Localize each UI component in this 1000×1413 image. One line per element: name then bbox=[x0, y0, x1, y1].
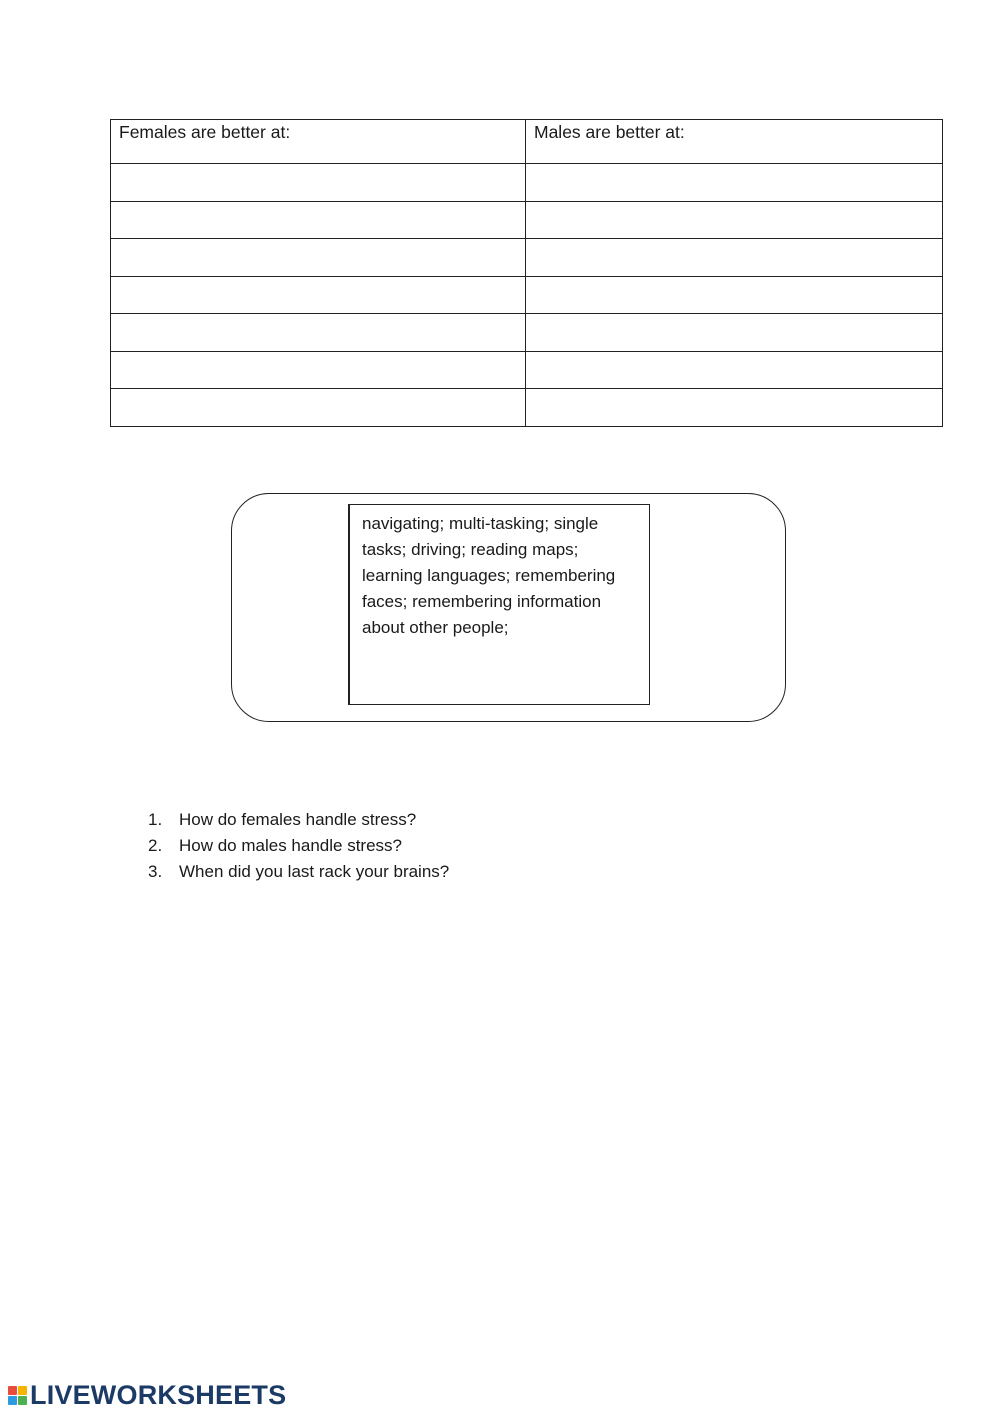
logo-square-icon bbox=[8, 1396, 17, 1405]
females-answer-cell[interactable] bbox=[111, 314, 526, 352]
question-item bbox=[148, 807, 449, 833]
logo-square-icon bbox=[8, 1386, 17, 1395]
liveworksheets-logo-icon bbox=[8, 1386, 27, 1405]
answer-table bbox=[110, 119, 943, 427]
question-number: 2. bbox=[148, 836, 163, 855]
word-bank-text: navigating; multi-tasking; single tasks; driving; reading maps; learning languages; remembering faces; remembering information about other people; bbox=[362, 514, 616, 637]
table-row bbox=[111, 351, 943, 389]
table-row bbox=[111, 239, 943, 277]
males-answer-cell[interactable] bbox=[526, 201, 943, 239]
males-column-header: Males are better at: bbox=[526, 120, 943, 164]
females-answer-cell[interactable] bbox=[111, 389, 526, 427]
males-answer-cell[interactable] bbox=[526, 239, 943, 277]
question-number: 1. bbox=[148, 810, 163, 829]
question-list bbox=[148, 807, 449, 885]
females-column-header: Females are better at: bbox=[111, 120, 526, 164]
table-row bbox=[111, 276, 943, 314]
table-row bbox=[111, 164, 943, 202]
question-text: How do females handle stress? bbox=[179, 810, 417, 829]
males-answer-cell[interactable] bbox=[526, 314, 943, 352]
males-answer-cell[interactable] bbox=[526, 164, 943, 202]
males-answer-cell[interactable] bbox=[526, 276, 943, 314]
females-answer-cell[interactable] bbox=[111, 276, 526, 314]
table-row bbox=[111, 201, 943, 239]
question-text: How do males handle stress? bbox=[179, 836, 403, 855]
table-row bbox=[111, 314, 943, 352]
question-item bbox=[148, 859, 449, 885]
word-bank-box bbox=[348, 504, 650, 705]
females-answer-cell[interactable] bbox=[111, 351, 526, 389]
question-number: 3. bbox=[148, 862, 163, 881]
table-header-row bbox=[111, 120, 943, 164]
logo-text: LIVEWORKSHEETS bbox=[30, 1379, 287, 1410]
question-item bbox=[148, 833, 449, 859]
females-answer-cell[interactable] bbox=[111, 164, 526, 202]
females-answer-cell[interactable] bbox=[111, 201, 526, 239]
table-row bbox=[111, 389, 943, 427]
logo-square-icon bbox=[18, 1396, 27, 1405]
females-answer-cell[interactable] bbox=[111, 239, 526, 277]
liveworksheets-logo[interactable] bbox=[8, 1380, 286, 1410]
males-answer-cell[interactable] bbox=[526, 389, 943, 427]
logo-square-icon bbox=[18, 1386, 27, 1395]
males-answer-cell[interactable] bbox=[526, 351, 943, 389]
question-text: When did you last rack your brains? bbox=[179, 862, 450, 881]
